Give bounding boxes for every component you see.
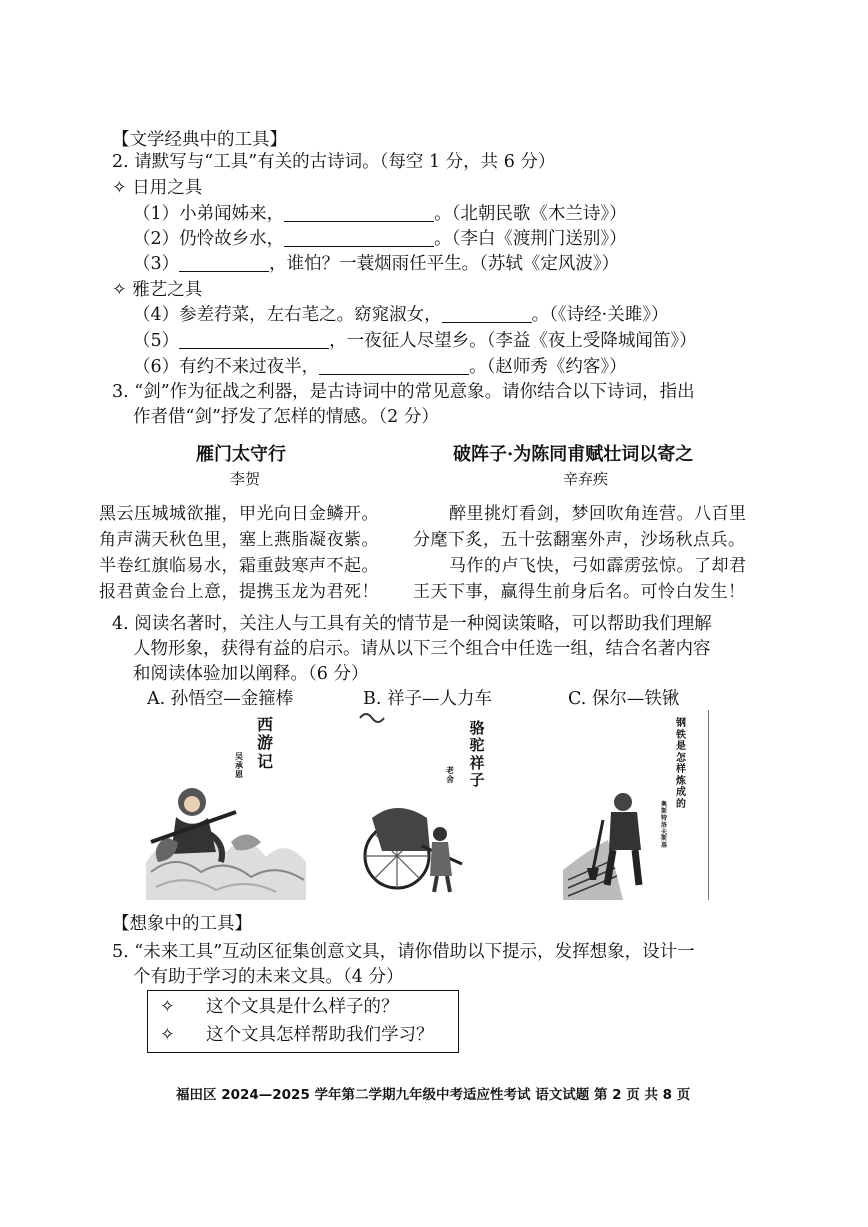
page-footer: 福田区 2024—2025 学年第二学期九年级中考适应性考试 语文试题 第 2 页 共 8 页 [176,1087,691,1103]
q2-line-4 [133,302,668,328]
question-3-line-1: 3. “剑”作为征战之利器，是古诗词中的常见意象。请你结合以下诗词，指出 [112,382,695,402]
answer-blank[interactable] [319,356,469,375]
q2-line-1-text: （1）小弟闻姊来， [133,204,285,224]
cover-how-the-steel-was-tempered [563,710,709,900]
q2-line-4-text: （4）参差荇菜，左右芼之。窈窕淑女， [133,305,442,325]
q2-line-5 [133,328,697,354]
q2-line-1-source: 。（北朝民歌《木兰诗》） [434,204,627,224]
question-5-line-1: 5. “未来工具”互动区征集创意文具，请你借助以下提示，发挥想象，设计一 [112,942,695,962]
cover-c-author: 奥 斯 特 洛 夫 斯 基 [660,801,667,850]
q2-line-1 [133,201,627,227]
poem-1-line-4: 报君黄金台上意，提携玉龙为君死！ [99,582,379,602]
answer-blank[interactable] [284,203,434,222]
q2-line-2-text: （2）仍怜故乡水， [133,229,285,249]
hint-2: 这个文具怎样帮助我们学习？ [206,1025,434,1045]
poem-1-line-3: 半卷红旗临易水，霜重鼓寒声不起。 [99,556,379,576]
q2-line-2 [133,226,627,252]
poem-2-line-2: 分麾下炙，五十弦翻塞外声，沙场秋点兵。 [413,530,746,550]
answer-blank[interactable] [442,304,532,323]
q2-line-6 [133,354,627,380]
hint-box [147,990,459,1053]
cover-a-title: 西 游 记 [256,715,273,771]
question-4-line-2: 人物形象，获得有益的启示。请从以下三个组合中任选一组，结合名著内容 [133,639,711,659]
poem-1-title: 雁门太守行 [196,444,286,465]
q2-line-5-source: ，一夜征人尽望乡。（李益《夜上受降城闻笛》） [329,331,697,351]
q2-line-6-text: （6）有约不来过夜半， [133,357,320,377]
poem-2-line-4: 王天下事，赢得生前身后名。可怜白发生！ [413,582,746,602]
option-c: C. 保尔—铁锹 [568,689,680,709]
answer-blank[interactable] [179,253,269,272]
hint-1: 这个文具是什么样子的？ [206,997,399,1017]
question-2-stem: 2. 请默写与“工具”有关的古诗词。（每空 1 分，共 6 分） [112,152,556,172]
question-4-line-1: 4. 阅读名著时，关注人与工具有关的情节是一种阅读策略，可以帮助我们理解 [112,614,712,634]
poem-1-author: 李贺 [230,470,261,488]
q2-line-5-text: （5） [133,331,180,351]
q2-line-4-source: 。（《诗经·关雎》） [531,305,669,325]
section-title-literature: 【文学经典中的工具】 [112,130,287,150]
question-3-line-2: 作者借“剑”抒发了怎样的情感。（2 分） [133,407,439,427]
cover-c-title: 钢 铁 是 怎 样 炼 成 的 [676,718,686,810]
poem-2-line-3: 马作的卢飞快，弓如霹雳弦惊。了却君 [449,556,747,576]
hint-icon: ✧ [160,1025,175,1045]
q2-line-3-source: ，谁怕？一蓑烟雨任平生。（苏轼《定风波》） [269,254,620,274]
q2-line-6-source: 。（赵师秀《约客》） [469,357,627,377]
poem-2-line-1: 醉里挑灯看剑，梦回吹角连营。八百里 [449,504,747,524]
poem-1-line-2: 角声满天秋色里，塞上燕脂凝夜紫。 [99,530,379,550]
poem-2-title: 破阵子·为陈同甫赋壮词以寄之 [453,444,694,465]
cover-camel-xiangzi [352,706,512,900]
rickshaw-illustration [352,706,512,900]
question-4-line-3: 和阅读体验加以阐释。（6 分） [133,664,369,684]
poem-2-author: 辛弃疾 [563,470,609,488]
cover-a-author: 吴 承 恩 [235,751,243,780]
q2-line-3-text: （3） [133,254,180,274]
category-art-tools: ✧ 雅艺之具 [112,280,203,300]
cover-b-author: 老 舍 [446,765,454,785]
cover-b-title: 骆 驼 祥 子 [469,719,485,789]
q2-line-2-source: 。（李白《渡荆门送别》） [434,229,627,249]
monkey-king-illustration [146,712,306,900]
poem-1-line-1: 黑云压城城欲摧，甲光向日金鳞开。 [99,504,379,524]
cover-journey-to-the-west [146,712,306,900]
option-a: A. 孙悟空—金箍棒 [147,689,294,709]
category-daily-tools: ✧ 日用之具 [112,178,203,198]
answer-blank[interactable] [284,228,434,247]
hint-icon: ✧ [160,997,175,1017]
q2-line-3 [133,251,619,277]
section-title-imagination: 【想象中的工具】 [112,914,252,934]
option-b: B. 祥子—人力车 [363,689,492,709]
question-5-line-2: 个有助于学习的未来文具。（4 分） [133,967,404,987]
answer-blank[interactable] [179,330,329,349]
